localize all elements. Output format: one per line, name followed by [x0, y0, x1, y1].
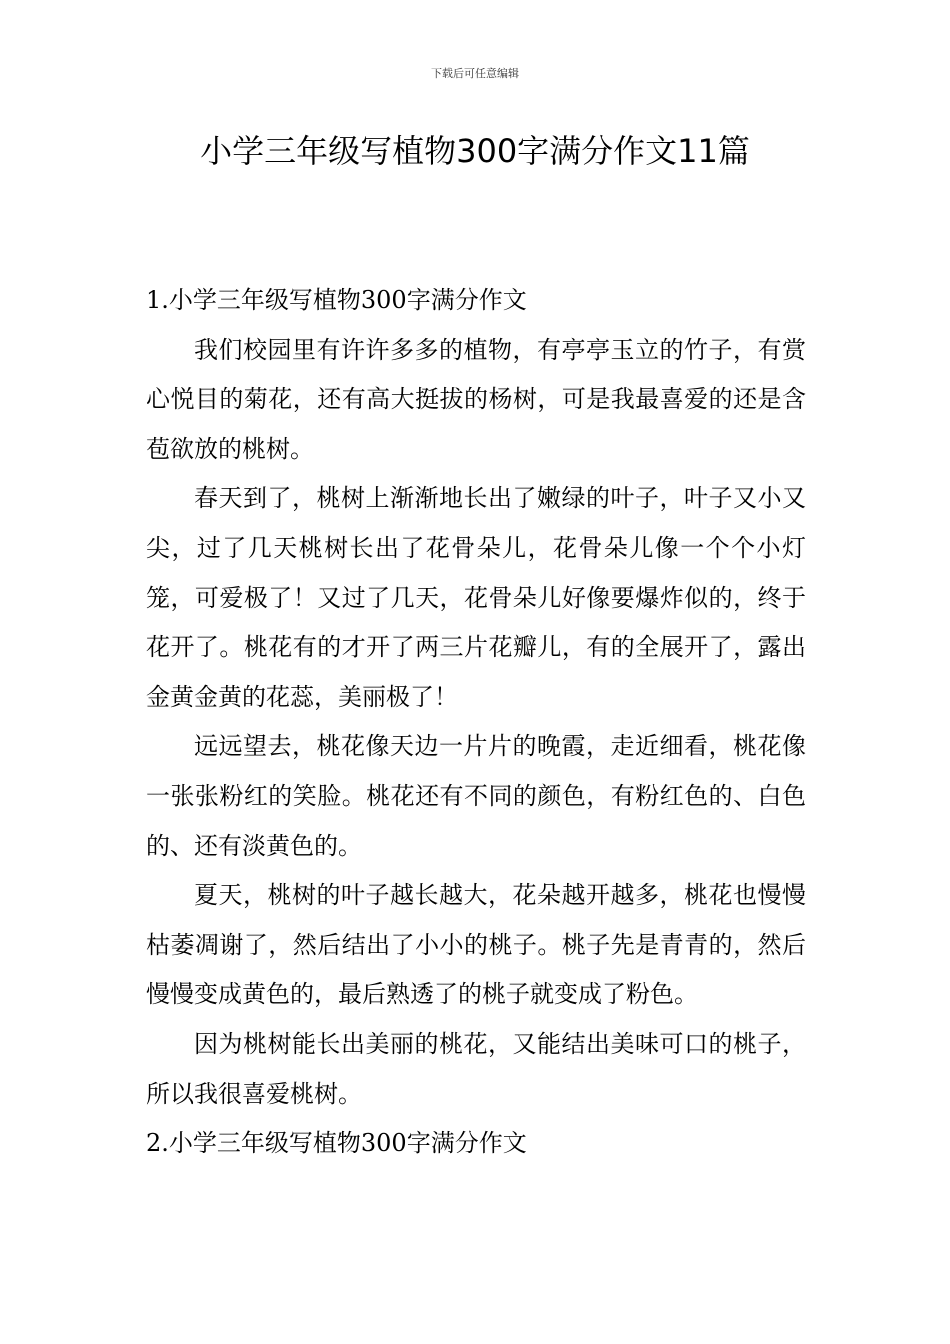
document-title: 小学三年级写植物300字满分作文11篇 [200, 132, 750, 170]
document-body [146, 276, 806, 1169]
paragraph: 夏天，桃树的叶子越长越大，花朵越开越多，桃花也慢慢枯萎凋谢了，然后结出了小小的桃子。桃子先是青青的，然后慢慢变成黄色的，最后熟透了的桃子就变成了粉色。 [146, 881, 806, 1009]
header-note: 下载后可任意编辑 [431, 67, 519, 80]
paragraph: 因为桃树能长出美丽的桃花，又能结出美味可口的桃子，所以我很喜爱桃树。 [146, 1029, 806, 1108]
paragraph: 春天到了，桃树上渐渐地长出了嫩绿的叶子，叶子又小又尖，过了几天桃树长出了花骨朵儿，花骨朵儿像一个个小灯笼，可爱极了！又过了几天，花骨朵儿好像要爆炸似的，终于花开了。桃花有的才开了两三片花瓣儿，有的全展开了，露出金黄金黄的花蕊，美丽极了！ [146, 484, 806, 711]
section-heading-1: 1.小学三年级写植物300字满分作文 [146, 286, 527, 314]
paragraph: 我们校园里有许许多多的植物，有亭亭玉立的竹子，有赏心悦目的菊花，还有高大挺拔的杨树，可是我最喜爱的还是含苞欲放的桃树。 [146, 335, 806, 463]
section-heading-2: 2.小学三年级写植物300字满分作文 [146, 1129, 527, 1158]
paragraph: 远远望去，桃花像天边一片片的晚霞，走近细看，桃花像一张张粉红的笑脸。桃花还有不同的颜色，有粉红色的、白色的、还有淡黄色的。 [146, 732, 806, 860]
